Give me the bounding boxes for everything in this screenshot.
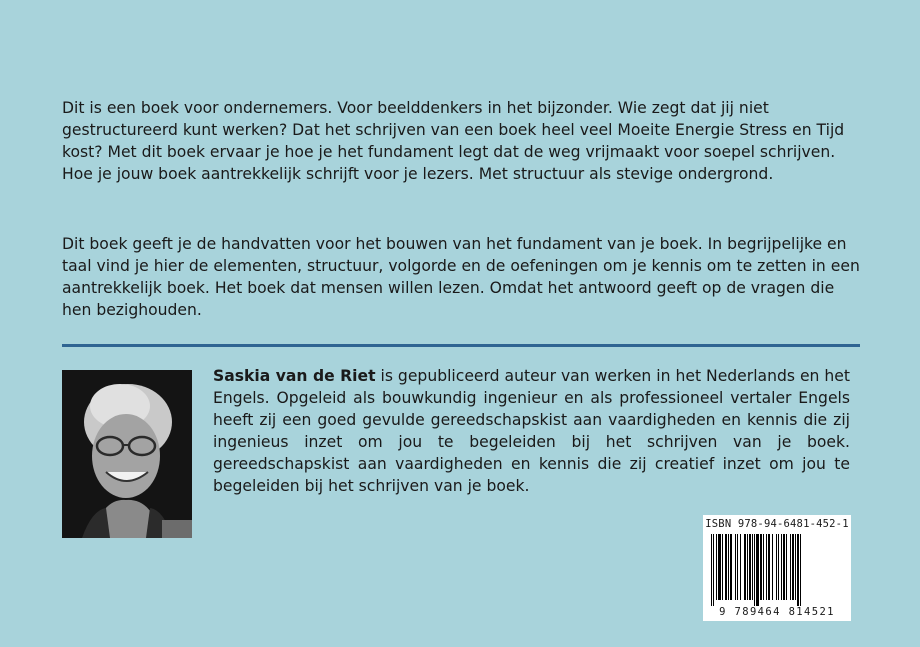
- barcode-bar: [772, 534, 773, 600]
- barcode-bar: [735, 534, 736, 600]
- barcode-bar: [737, 534, 738, 600]
- author-bio-text: is gepubliceerd auteur van werken in het Nederlands en het Engels. Opgeleid als bouwkundig ingenieur en als professioneel vertaler Engels heeft zij een goed gevulde gereedschapskist aan vaardigheden en kennis die zij ingenieus inzet om jou te begeleiden bij het schrijven van je boek. gereedschapskist aan vaardigheden en kennis die zij creatief inzet om jou te begeleiden bij het schrijven van je boek.: [213, 367, 850, 495]
- barcode-bar: [790, 534, 791, 600]
- barcode-bars: [709, 534, 845, 606]
- barcode-bar: [713, 534, 714, 606]
- barcode-bar: [740, 534, 741, 600]
- barcode-bar: [776, 534, 777, 600]
- barcode-bar: [763, 534, 764, 600]
- barcode-bar: [760, 534, 762, 600]
- barcode-bar: [752, 534, 753, 600]
- barcode-bar: [797, 534, 799, 606]
- author-photo: [62, 370, 192, 538]
- barcode-bar: [722, 534, 723, 600]
- barcode-bar: [795, 534, 796, 600]
- barcode-bar: [747, 534, 748, 600]
- barcode-bar: [718, 534, 721, 600]
- barcode-bar: [725, 534, 727, 600]
- barcode-bar: [783, 534, 785, 600]
- barcode-bar: [730, 534, 732, 600]
- barcode-bar: [792, 534, 794, 600]
- barcode-bar: [778, 534, 779, 600]
- barcode-bar: [756, 534, 759, 606]
- barcode-bar: [716, 534, 717, 600]
- barcode-bar: [749, 534, 751, 600]
- author-name: Saskia van de Riet: [213, 367, 376, 385]
- isbn-barcode: [703, 515, 851, 621]
- barcode-bar: [744, 534, 746, 600]
- barcode-bar: [728, 534, 729, 600]
- isbn-digits: 9 789464 814521: [719, 606, 835, 618]
- barcode-bar: [786, 534, 787, 600]
- barcode-bar: [781, 534, 782, 600]
- divider-line: [62, 344, 860, 347]
- intro-paragraph-1: Dit is een boek voor ondernemers. Voor beelddenkers in het bijzonder. Wie zegt dat jij niet gestructureerd kunt werken? Dat het schrijven van een boek heel veel Moeite Energie Stress en Tijd kost? Met dit boek ervaar je hoe je het fundament legt dat de weg vrijmaakt voor soepel schrijven. Hoe je jouw boek aantrekkelijk schrijft voor je lezers. Met structuur als stevige ondergrond.: [62, 99, 845, 183]
- intro-paragraph-2: Dit boek geeft je de handvatten voor het bouwen van het fundament van je boek. In begrijpelijke en taal vind je hier de elementen, structuur, volgorde en de oefeningen om je kennis om te zetten in een aantrekkelijk boek. Het boek dat mensen willen lezen. Omdat het antwoord geeft op de vragen die hen bezighouden.: [62, 235, 860, 319]
- barcode-bar: [800, 534, 801, 606]
- isbn-label: ISBN 978-94-6481-452-1: [705, 518, 849, 530]
- barcode-bar: [766, 534, 767, 600]
- barcode-bar: [711, 534, 712, 606]
- barcode-bar: [768, 534, 770, 600]
- barcode-bar: [754, 534, 755, 606]
- author-bio: [213, 365, 850, 497]
